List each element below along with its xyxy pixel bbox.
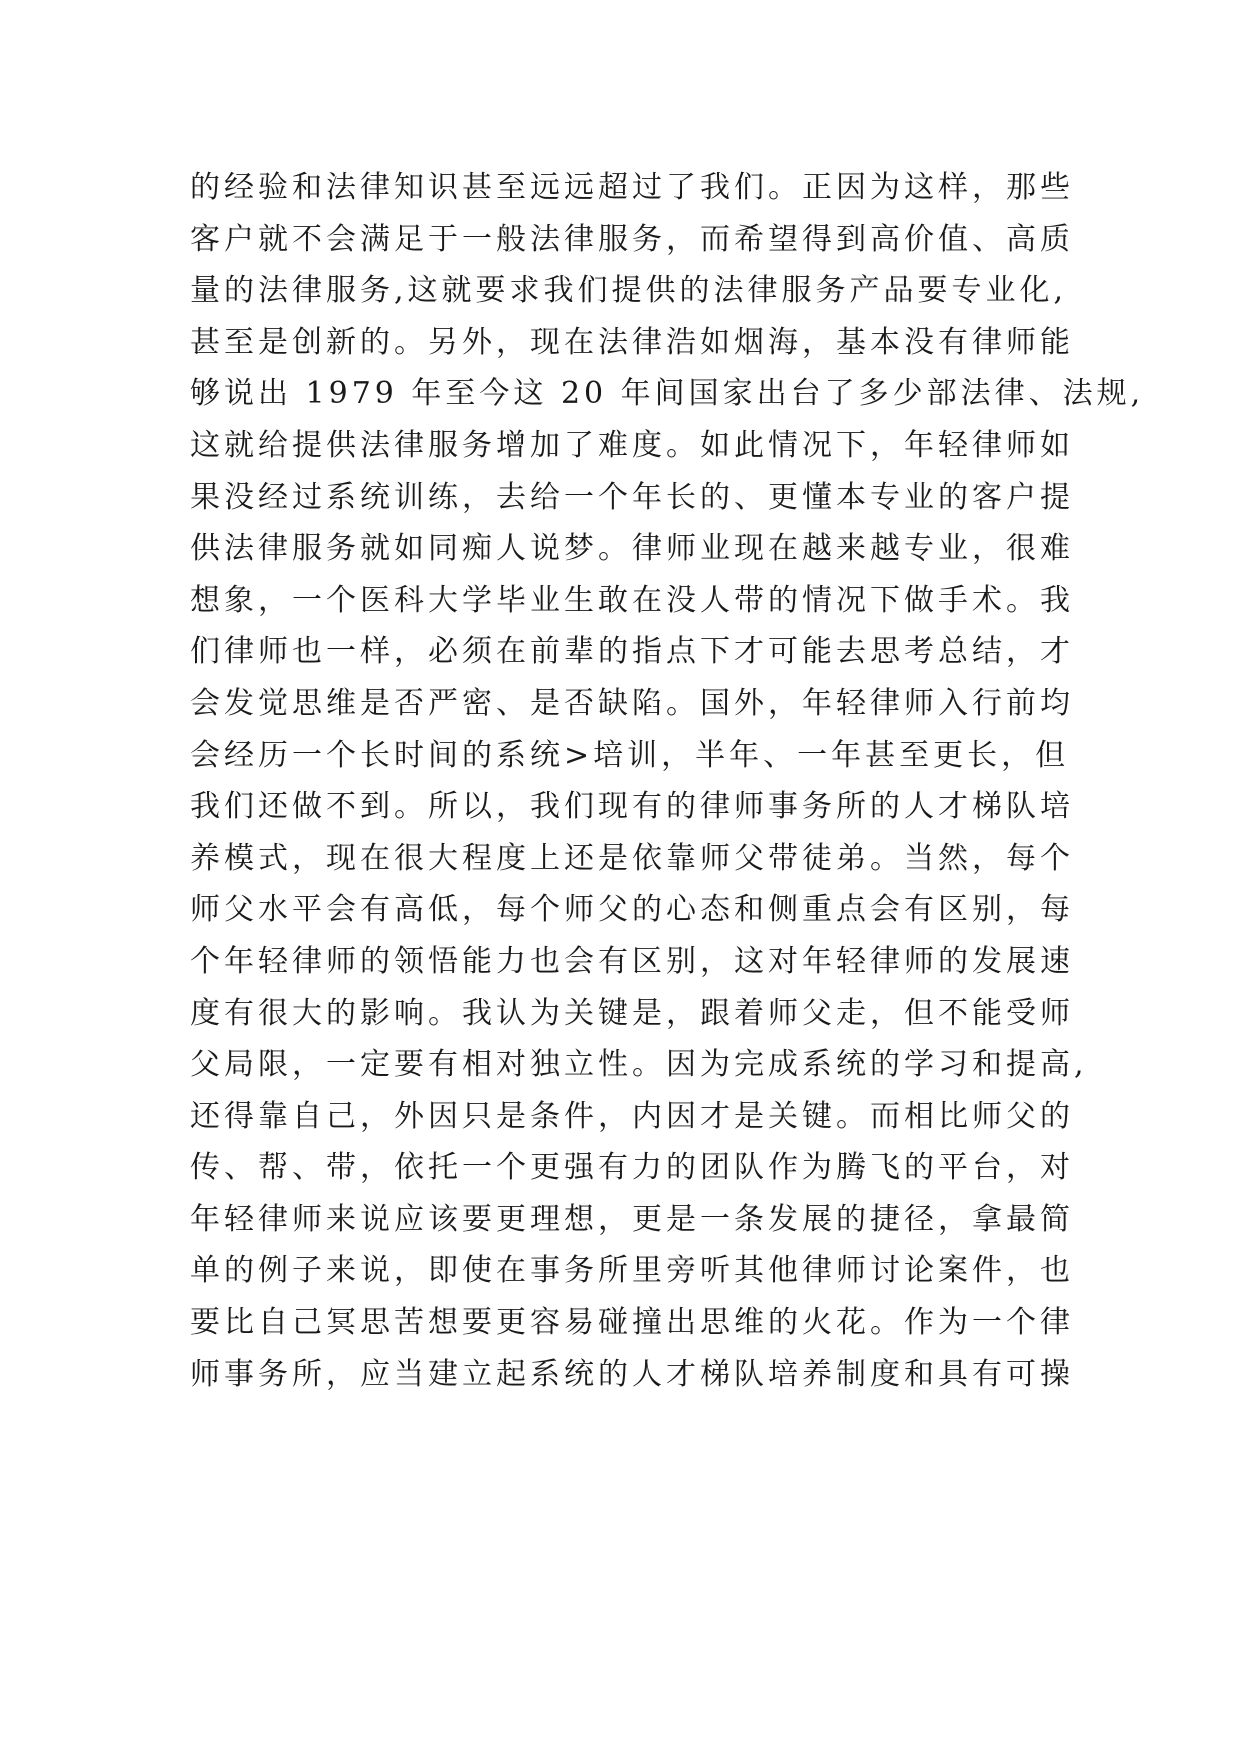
text-line: 会经历一个长时间的系统>培训，半年、一年甚至更长，但: [190, 737, 1070, 773]
text-line: 的经验和法律知识甚至远远超过了我们。正因为这样，那些: [190, 170, 1074, 205]
text-line: 还得靠自己，外因只是条件，内因才是关键。而相比师父的: [190, 1098, 1074, 1134]
text-line: 这就给提供法律服务增加了难度。如此情况下，年轻律师如: [190, 427, 1074, 463]
text-line: 要比自己冥思苦想要更容易碰撞出思维的火花。作为一个律: [190, 1305, 1074, 1341]
text-line: 传、帮、带，依托一个更强有力的团队作为腾飞的平台，对: [190, 1150, 1074, 1186]
text-line: 甚至是创新的。另外，现在法律浩如烟海，基本没有律师能: [190, 324, 1074, 360]
text-line: 会发觉思维是否严密、是否缺陷。国外，年轻律师入行前均: [190, 685, 1074, 721]
text-line: 供法律服务就如同痴人说梦。律师业现在越来越专业，很难: [190, 531, 1074, 567]
text-line: 父局限，一定要有相对独立性。因为完成系统的学习和提高,: [190, 1047, 1088, 1083]
text-line: 度有很大的影响。我认为关键是，跟着师父走，但不能受师: [190, 995, 1074, 1031]
text-line: 养模式，现在很大程度上还是依靠师父带徒弟。当然，每个: [190, 840, 1074, 876]
text-line: 果没经过系统训练，去给一个年长的、更懂本专业的客户提: [190, 479, 1074, 515]
text-line: 客户就不会满足于一般法律服务，而希望得到高价值、高质: [190, 221, 1074, 257]
text-line: 个年轻律师的领悟能力也会有区别，这对年轻律师的发展速: [190, 943, 1074, 979]
text-line: 师父水平会有高低，每个师父的心态和侧重点会有区别，每: [190, 892, 1074, 928]
text-line: 师事务所，应当建立起系统的人才梯队培养制度和具有可操: [190, 1356, 1074, 1392]
text-line: 年轻律师来说应该要更理想，更是一条发展的捷径，拿最简: [190, 1201, 1074, 1237]
text-line: 想象，一个医科大学毕业生敢在没人带的情况下做手术。我: [190, 582, 1074, 618]
text-line: 量的法律服务,这就要求我们提供的法律服务产品要专业化,: [190, 273, 1068, 309]
text-line: 我们还做不到。所以，我们现有的律师事务所的人才梯队培: [190, 789, 1074, 825]
text-line: 够说出 1979 年至今这 20 年间国家出台了多少部法律、法规,: [190, 376, 1145, 412]
text-line: 单的例子来说，即使在事务所里旁听其他律师讨论案件，也: [190, 1253, 1074, 1289]
text-line: 们律师也一样，必须在前辈的指点下才可能去思考总结，才: [190, 634, 1074, 670]
body-text: [190, 162, 1145, 1400]
